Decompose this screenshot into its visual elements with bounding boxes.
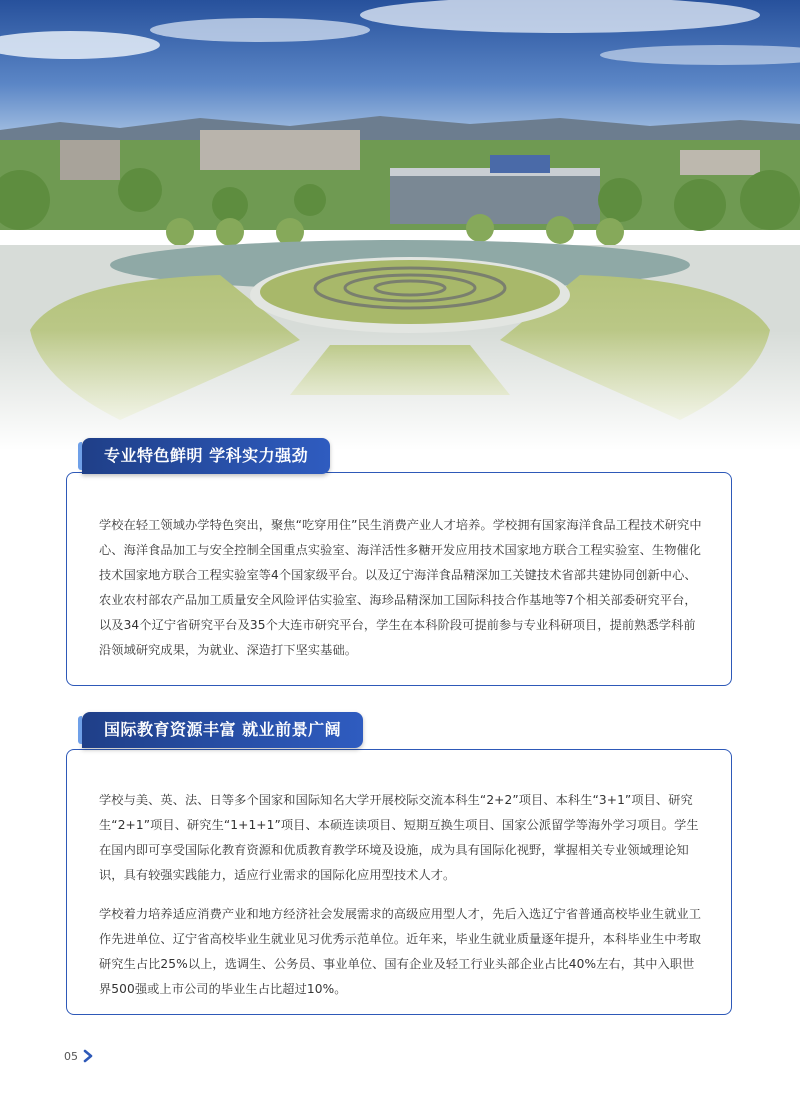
section-1-title: 专业特色鲜明 学科实力强劲 [82,438,330,474]
chevron-right-icon [82,1049,94,1063]
section-2-panel [66,749,732,1015]
section-2-paragraph-1: 学校与美、英、法、日等多个国家和国际知名大学开展校际交流本科生“2+2”项目、本科生“3+1”项目、研究生“2+1”项目、研究生“1+1+1”项目、本硕连读项目、短期互换生项目、国家公派留学等海外学习项目。学生在国内即可享受国际化教育资源和优质教育教学环境及设施，成为具有国际化视野，掌握相关专业领域理论知识，具有较强实践能力，适应行业需求的国际化应用型技术人才。 [99,793,699,882]
section-1-body [99,513,703,663]
section-1-panel [66,472,732,686]
section-2-title: 国际教育资源丰富 就业前景广阔 [82,712,363,748]
section-2-paragraph-2: 学校着力培养适应消费产业和地方经济社会发展需求的高级应用型人才，先后入选辽宁省普通高校毕业生就业工作先进单位、辽宁省高校毕业生就业见习优秀示范单位。近年来，毕业生就业质量逐年提升，本科毕业生中考取研究生占比25%以上，选调生、公务员、事业单位、国有企业及轻工行业头部企业占比40%左右，其中入职世界500强或上市公司的毕业生占比超过10%。 [99,907,702,996]
section-1-paragraph: 学校在轻工领域办学特色突出，聚焦“吃穿用住”民生消费产业人才培养。学校拥有国家海洋食品工程技术研究中心、海洋食品加工与安全控制全国重点实验室、海洋活性多糖开发应用技术国家地方联合工程实验室、生物催化技术国家地方联合工程实验室等4个国家级平台。以及辽宁海洋食品精深加工关键技术省部共建协同创新中心、农业农村部农产品加工质量安全风险评估实验室、海珍品精深加工国际科技合作基地等7个相关部委研究平台，以及34个辽宁省研究平台及35个大连市研究平台，学生在本科阶段可提前参与专业科研项目，提前熟悉学科前沿领域研究成果，为就业、深造打下坚实基础。 [99,518,702,657]
page-number: 05 [64,1050,78,1063]
section-2-body [99,788,703,1002]
campus-aerial-photo [0,0,800,450]
